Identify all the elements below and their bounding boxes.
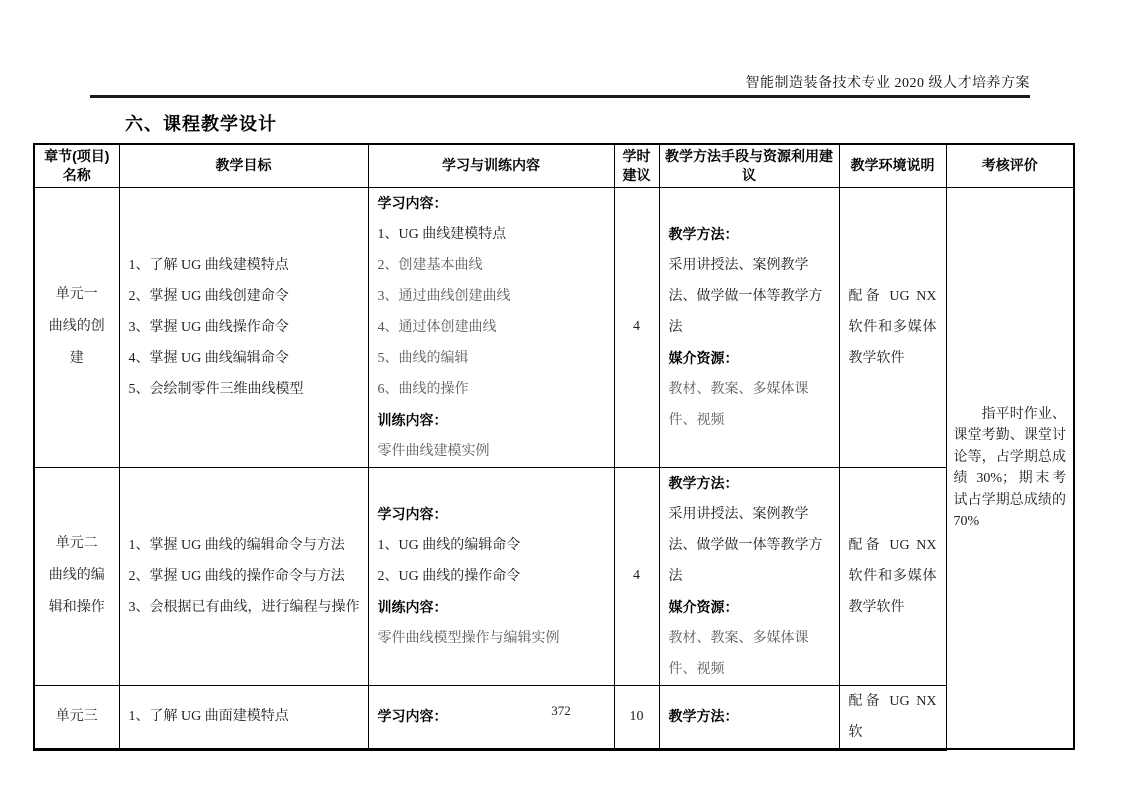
text-line: 单元一 <box>55 287 98 303</box>
objectives-cell <box>119 467 368 685</box>
text-line: 学习内容： <box>377 708 448 725</box>
unit-name-cell <box>34 187 119 467</box>
text-line: 2、掌握 UG 曲线的操作命令与方法 <box>128 568 345 584</box>
table-row-unit1 <box>34 187 1074 467</box>
content-cell <box>368 467 614 685</box>
methods-list <box>660 468 839 685</box>
document-header-text: 智能制造装备技术专业 2020 级人才培养方案 <box>745 76 1030 91</box>
hours-cell: 10 <box>614 685 659 749</box>
text-line: 教材、教案、多媒体课件、视频 <box>668 630 809 677</box>
header-assessment: 考核评价 <box>946 144 1074 187</box>
text-line: 辑和操作 <box>48 600 105 616</box>
text-line: 3、会根据已有曲线，进行编程与操作 <box>128 599 360 615</box>
text-line: 5、曲线的编辑 <box>377 350 469 366</box>
objectives-list <box>120 250 368 405</box>
text-line: 曲线的创 <box>48 319 105 335</box>
header-teaching-objectives: 教学目标 <box>119 144 368 187</box>
text-line: 4、掌握 UG 曲线编辑命令 <box>128 350 289 366</box>
environment-text: 配备 UG NX 软件和多媒体教学软件 <box>848 288 937 366</box>
text-line: 教材、教案、多媒体课件、视频 <box>668 381 809 428</box>
text-line: 学习内容： <box>377 505 448 522</box>
text-line: 3、通过曲线创建曲线 <box>377 288 511 304</box>
header-environment: 教学环境说明 <box>839 144 946 187</box>
content-cell <box>368 187 614 467</box>
text-line: 6、曲线的操作 <box>377 381 469 397</box>
objectives-cell <box>119 187 368 467</box>
text-line: 1、UG 曲线的编辑命令 <box>377 537 521 553</box>
text-line: 5、会绘制零件三维曲线模型 <box>128 381 304 397</box>
methods-cell <box>659 187 839 467</box>
objectives-list <box>120 530 368 623</box>
text-line: 训练内容： <box>377 411 448 428</box>
content-list <box>369 188 614 467</box>
content-list <box>369 499 614 654</box>
table-row-unit2 <box>34 467 1074 685</box>
text-line: 教学方法： <box>668 708 739 725</box>
text-line: 1、掌握 UG 曲线的编辑命令与方法 <box>128 537 345 553</box>
header-methods-resources: 教学方法手段与资源利用建议 <box>659 144 839 187</box>
methods-cell <box>659 467 839 685</box>
assessment-text: 指平时作业、课堂考勤、课堂讨论等，占学期总成绩 30%；期末考试占学期总成绩的 70% <box>953 406 1066 530</box>
text-line: 1、UG 曲线建模特点 <box>377 226 507 242</box>
text-line: 单元三 <box>55 708 98 724</box>
text-line: 教学方法： <box>668 225 739 242</box>
table-header-row <box>34 144 1074 187</box>
header-learning-training-content: 学习与训练内容 <box>368 144 614 187</box>
environment-cell <box>839 467 946 685</box>
text-line: 4、通过体创建曲线 <box>377 319 497 335</box>
text-line: 2、创建基本曲线 <box>377 257 483 273</box>
text-line: 建 <box>69 351 84 367</box>
header-chapter-name: 章节(项目)名称 <box>34 144 119 187</box>
environment-text: 配备 UG NX 软 <box>848 693 937 740</box>
text-line: 媒介资源： <box>668 598 739 615</box>
text-line: 2、UG 曲线的操作命令 <box>377 568 521 584</box>
text-line: 单元二 <box>55 536 98 552</box>
section-title: 六、课程教学设计 <box>125 114 277 134</box>
text-line: 1、了解 UG 曲面建模特点 <box>128 709 289 725</box>
assessment-cell <box>946 187 1074 749</box>
teaching-design-table <box>33 143 1075 751</box>
text-line: 零件曲线建模实例 <box>377 443 490 459</box>
methods-list <box>660 219 839 436</box>
header-divider-rule <box>90 95 1030 98</box>
text-line: 曲线的编 <box>48 568 105 584</box>
environment-cell <box>839 187 946 467</box>
text-line: 1、了解 UG 曲线建模特点 <box>128 257 289 273</box>
text-line: 采用讲授法、案例教学法、做学做一体等教学方法 <box>668 257 823 335</box>
header-suggested-hours: 学时建议 <box>614 144 659 187</box>
unit-name-cell <box>34 467 119 685</box>
text-line: 零件曲线模型操作与编辑实例 <box>377 630 560 646</box>
text-line: 3、掌握 UG 曲线操作命令 <box>128 319 289 335</box>
text-line: 训练内容： <box>377 598 448 615</box>
text-line: 媒介资源： <box>668 349 739 366</box>
environment-text: 配备 UG NX 软件和多媒体教学软件 <box>848 537 937 615</box>
hours-cell: 4 <box>614 187 659 467</box>
text-line: 教学方法： <box>668 474 739 491</box>
text-line: 采用讲授法、案例教学法、做学做一体等教学方法 <box>668 506 823 584</box>
text-line: 2、掌握 UG 曲线创建命令 <box>128 288 289 304</box>
hours-cell: 4 <box>614 467 659 685</box>
text-line: 学习内容： <box>377 194 448 211</box>
page-number: 372 <box>551 703 571 718</box>
